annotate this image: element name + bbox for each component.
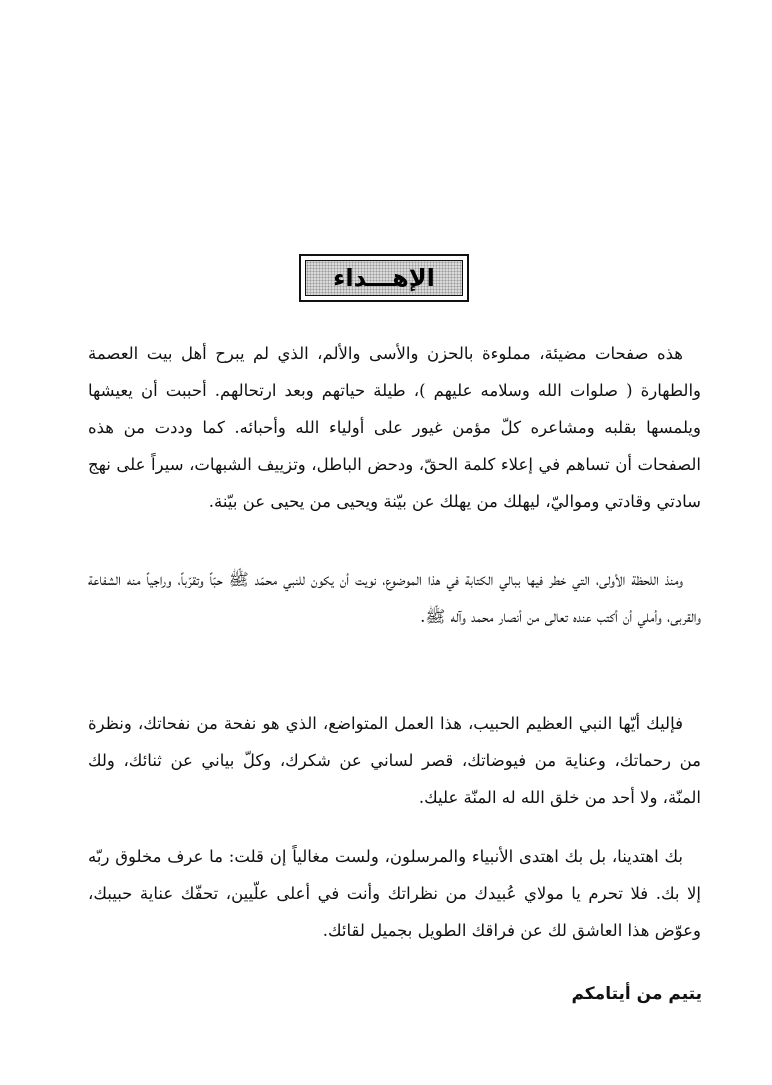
paragraph-2 — [88, 561, 701, 635]
paragraph-text: هذه صفحات مضيئة، مملوءة بالحزن والأسى والألم، الذي لم يبرح أهل بيت العصمة والطهارة ( صلوات الله وسلامه عليهم )، طيلة حياتهم وبعد ارتحالهم. أحببت أن يعيشها ويلمسها بقلبه ومشاعره كلّ مؤمن غيور على أولياء الله وأحبائه. كما وددت من هذه الصفحات أن تساهم في إعلاء كلمة الحقّ، ودحض الباطل، وتزييف الشبهات، سيراً على نهج سادتي وقادتي ومواليّ، ليهلك من يهلك عن بيّنة ويحيى من يحيى عن بيّنة. — [88, 344, 701, 511]
title-background — [305, 260, 463, 296]
paragraph-text: ومنذ اللحظة الأولى، التي خطر فيها ببالي الكتابة في هذا الموضوع، نويت أن يكون للنبي محمّد ﷺ حبّاً وتقرّباً، وراجياً منه الشفاعة والقربى، وأملي أن أكتب عنده تعالى من أنصار محمد وآله ﷺ. — [88, 570, 701, 626]
title-frame — [299, 254, 469, 302]
paragraph-text: بك اهتدينا، بل بك اهتدى الأنبياء والمرسلون، ولست مغالياً إن قلت: ما عرف مخلوق ربّه إلا بك. فلا تحرم يا مولاي عُبيدك من نظراتك وأنت في أعلى علّيين، تحفّك عناية حبيبك، وعوّض هذا العاشق لك عن فراقك الطويل بجميل لقائك. — [88, 847, 701, 940]
signature: يتيم من أيتامكم — [571, 984, 702, 1004]
paragraph-4 — [88, 838, 701, 949]
paragraph-3 — [88, 705, 701, 816]
page-title: الإهـــداء — [333, 264, 435, 292]
paragraph-1 — [88, 335, 701, 520]
paragraph-text: فإليك أيّها النبي العظيم الحبيب، هذا العمل المتواضع، الذي هو نفحة من نفحاتك، ونظرة من رحماتك، وعناية من فيوضاتك، قصر لساني عن شكرك، وكلّ بياني عن ثنائك، ولك المنّة، ولا أحد من خلق الله له المنّة عليك. — [88, 714, 701, 807]
